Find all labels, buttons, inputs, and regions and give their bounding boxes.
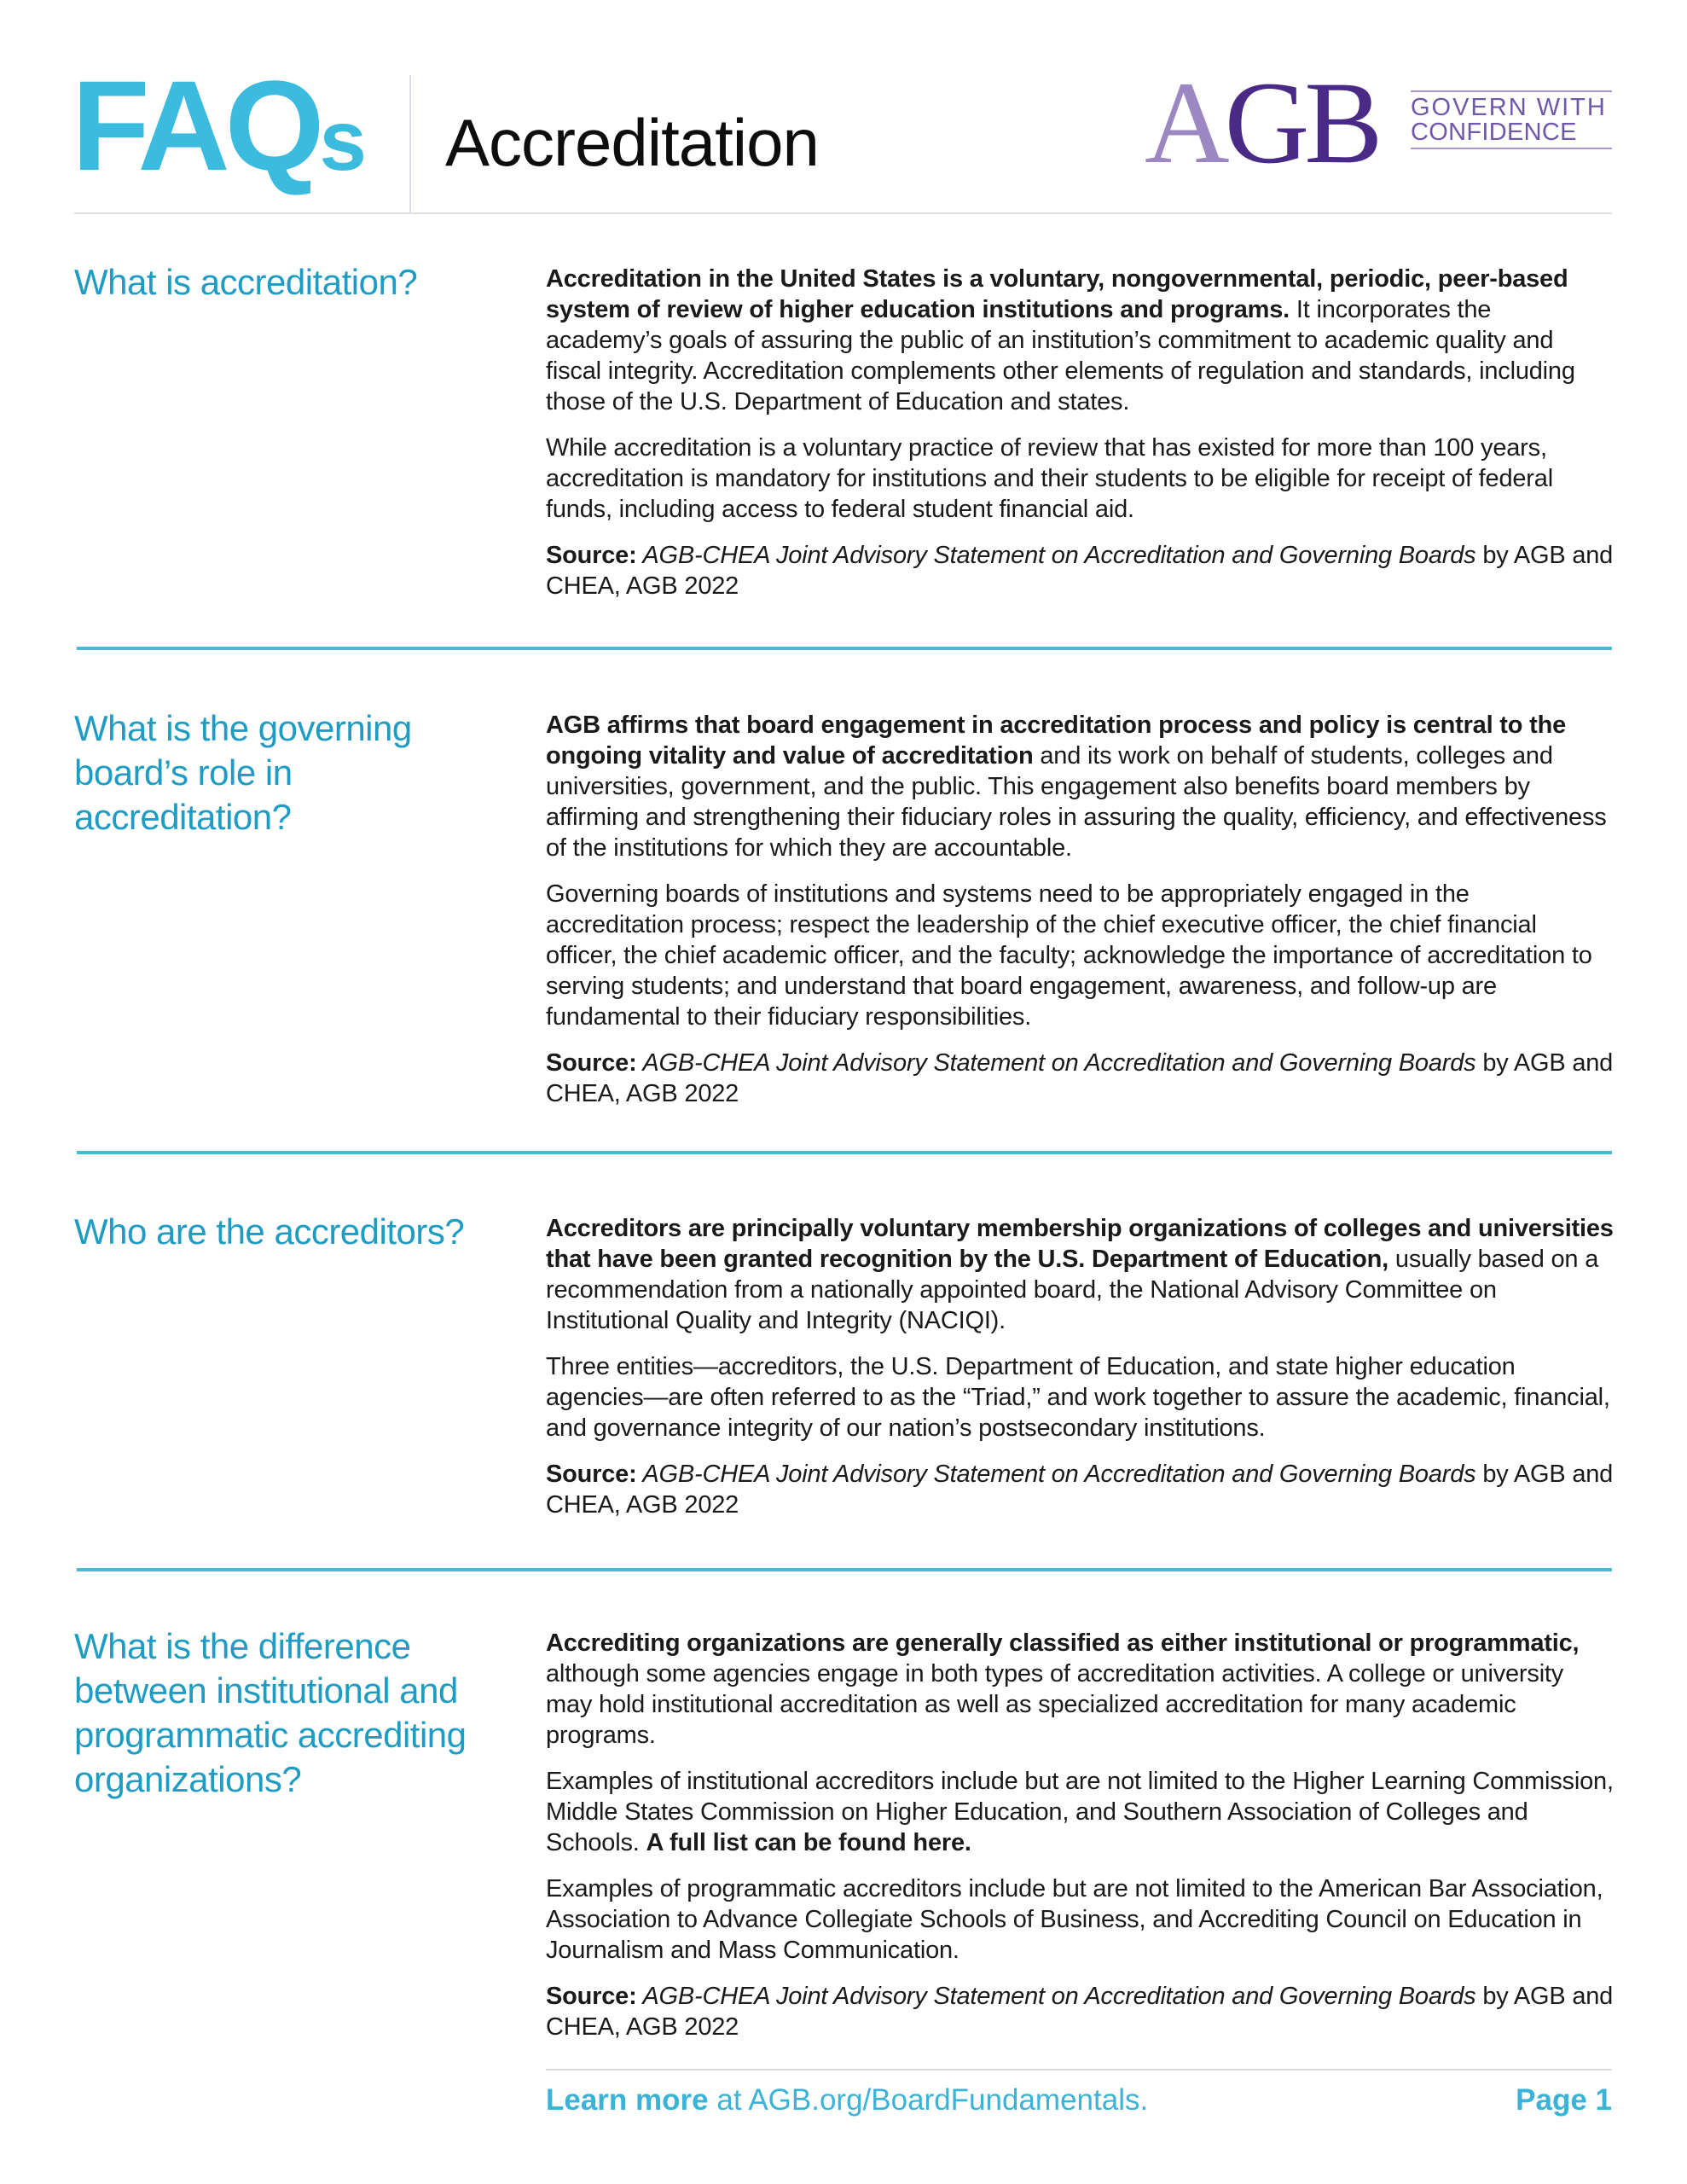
answer-text: While accreditation is a voluntary practice of review that has existed for more than 100 years, accreditation is mandatory for institutions and their students to be eligible for receipt of federal funds, including access to federal student financial aid.: [546, 434, 1553, 523]
answer-paragraph: [546, 1766, 1614, 1858]
section-divider: [77, 1568, 1612, 1571]
source-label: Source:: [546, 1983, 637, 2010]
faqs-main: FAQ: [72, 54, 320, 197]
page-title: Accreditation: [445, 105, 819, 180]
answer-paragraph: [546, 1628, 1614, 1751]
source-publisher: by AGB and CHEA, AGB 2022: [546, 1049, 1614, 1107]
source-citation: [546, 1048, 1614, 1109]
logo-letter-a: A: [1145, 57, 1225, 188]
source-citation: [546, 1981, 1614, 2042]
faqs-heading: [72, 54, 367, 205]
answer-text: Governing boards of institutions and systems need to be appropriately engaged in the accreditation process; respect the leadership of the chief executive officer, the chief financial officer, the chief academic officer, and the faculty; acknowledge the importance of accreditation to serving students; and understand that board engagement, awareness, and follow-up are fundamental to their fiduciary responsibilities.: [546, 880, 1592, 1031]
faq-question: What is the governing board’s role in accreditation?: [74, 708, 412, 837]
full-list-link[interactable]: A full list can be found here.: [646, 1829, 971, 1856]
answer-paragraph: [546, 879, 1614, 1032]
footer-divider: [546, 2069, 1612, 2071]
answer-lead-bold: Accreditors are principally voluntary membership organizations of colleges and universities that have been granted recognition by the U.S. Department of Education,: [546, 1215, 1614, 1273]
answer-lead-bold: Accrediting organizations are generally classified as either institutional or programmatic,: [546, 1629, 1580, 1657]
tagline-line-2: CONFIDENCE: [1411, 119, 1577, 146]
header-divider: [74, 212, 1612, 214]
source-publisher: by AGB and CHEA, AGB 2022: [546, 1983, 1614, 2041]
faq-question: Who are the accreditors?: [74, 1211, 465, 1252]
answer-lead-bold: AGB affirms that board engagement in accreditation process and policy is central to the ongoing vitality and value of accreditation: [546, 712, 1567, 770]
answer-lead-bold: Accreditation in the United States is a voluntary, nongovernmental, periodic, peer-based system of review of higher education institutions and programs.: [546, 265, 1568, 323]
faq-question: What is accreditation?: [74, 262, 418, 302]
source-publisher: by AGB and CHEA, AGB 2022: [546, 542, 1614, 600]
faq-question: What is the difference between institutional and programmatic accrediting organizations?: [74, 1626, 467, 1799]
answer-text: although some agencies engage in both types of accreditation activities. A college or university may hold institutional accreditation as well as specialized accreditation for many academic programs.: [546, 1660, 1564, 1749]
source-label: Source:: [546, 1049, 637, 1077]
logo-letters-gb: GB: [1224, 57, 1378, 188]
section-divider: [77, 1151, 1612, 1154]
answer-paragraph: [546, 1873, 1614, 1966]
agb-wordmark: [1145, 57, 1378, 188]
answer-text: Examples of programmatic accreditors include but are not limited to the American Bar Association, Association to Advance Collegiate Schools of Business, and Accrediting Council on Education in Journalism and Mass Communication.: [546, 1875, 1603, 1964]
answer-paragraph: [546, 264, 1614, 417]
faq-answer: [546, 1628, 1614, 2058]
header-vertical-divider: [409, 75, 411, 214]
answer-paragraph: [546, 1213, 1614, 1336]
answer-text: Examples of institutional accreditors include but are not limited to the Higher Learning Commission, Middle States Commission on Higher Education, and Southern Association of Colleges and Schools.: [546, 1768, 1614, 1856]
answer-paragraph: [546, 1351, 1614, 1443]
answer-text: It incorporates the academy’s goals of assuring the public of an institution’s commitment to academic quality and fiscal integrity. Accreditation complements other elements of regulation and standards, including those of the U.S. Department of Education and states.: [546, 296, 1575, 415]
source-title: AGB-CHEA Joint Advisory Statement on Accreditation and Governing Boards: [636, 1049, 1476, 1077]
agb-logo: [1145, 57, 1614, 188]
source-citation: [546, 1459, 1614, 1520]
source-title: AGB-CHEA Joint Advisory Statement on Accreditation and Governing Boards: [636, 542, 1476, 569]
faq-answer: [546, 264, 1614, 617]
faq-answer: [546, 710, 1614, 1124]
logo-tagline: [1411, 90, 1612, 149]
learn-more-url: at AGB.org/BoardFundamentals.: [708, 2083, 1149, 2117]
answer-paragraph: [546, 433, 1614, 525]
source-title: AGB-CHEA Joint Advisory Statement on Accreditation and Governing Boards: [636, 1461, 1476, 1488]
faqs-suffix: s: [319, 93, 367, 189]
answer-paragraph: [546, 710, 1614, 863]
page-number: Page 1: [1516, 2083, 1612, 2117]
source-publisher: by AGB and CHEA, AGB 2022: [546, 1461, 1614, 1519]
source-citation: [546, 540, 1614, 601]
learn-more-bold: Learn more: [546, 2083, 709, 2117]
answer-text: and its work on behalf of students, colleges and universities, government, and the public. This engagement also benefits board members by affirming and strengthening their fiduciary roles in assuring the quality, efficiency, and effectiveness of the institutions for which they are accountable.: [546, 742, 1607, 862]
source-label: Source:: [546, 1461, 637, 1488]
source-label: Source:: [546, 542, 637, 569]
section-divider: [77, 647, 1612, 650]
learn-more-link[interactable]: [546, 2082, 1148, 2119]
faq-answer: [546, 1213, 1614, 1536]
tagline-line-1: GOVERN WITH: [1411, 94, 1607, 121]
source-title: AGB-CHEA Joint Advisory Statement on Accreditation and Governing Boards: [636, 1983, 1476, 2010]
answer-text: Three entities—accreditors, the U.S. Department of Education, and state higher education agencies—are often referred to as the “Triad,” and work together to assure the academic, financial, and governance integrity of our nation’s postsecondary institutions.: [546, 1353, 1610, 1442]
answer-text: usually based on a recommendation from a nationally appointed board, the National Advisory Committee on Institutional Quality and Integrity (NACIQI).: [546, 1246, 1599, 1334]
